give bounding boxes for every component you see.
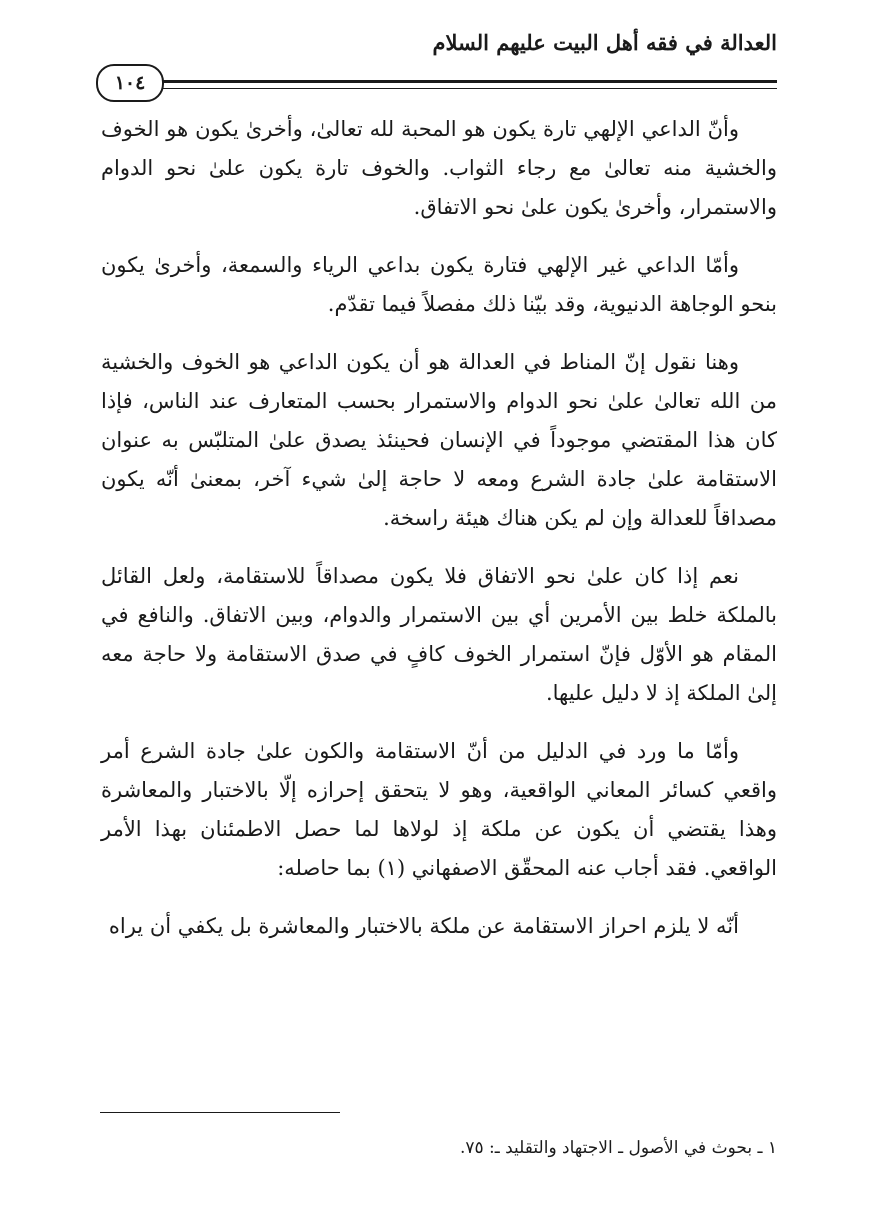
footnote: ١ ـ بحوث في الأصول ـ الاجتهاد والتقليد ـ: ٧٥. [459, 1138, 777, 1158]
main-text [101, 110, 777, 965]
page-number: ١٠٤ [96, 64, 164, 102]
header-rule-thick [100, 80, 777, 83]
paragraph: وهنا نقول إنّ المناط في العدالة هو أن يكون الداعي هو الخوف والخشية من الله تعالىٰ علىٰ نحو الدوام والاستمرار بحسب المتعارف عند الناس، فإذا كان هذا المقتضي موجوداً في الإنسان فحينئذ يصدق علىٰ المتلبّس به عنوان الاستقامة علىٰ جادة الشرع ومعه لا حاجة إلىٰ شيء آخر، بمعنىٰ أنّه يكون مصداقاً للعدالة وإن لم يكن هناك هيئة راسخة. [101, 350, 777, 530]
paragraph: نعم إذا كان علىٰ نحو الاتفاق فلا يكون مصداقاً للاستقامة، ولعل القائل بالملكة خلط بين الأمرين أي بين الاستمرار والدوام، وبين الاتفاق. والنافع في المقام هو الأوّل فإنّ استمرار الخوف كافٍ في صدق الاستقامة ولا حاجة معه إلىٰ الملكة إذ لا دليل عليها. [101, 564, 777, 705]
running-header-title: العدالة في فقه أهل البيت عليهم السلام [432, 30, 777, 55]
paragraph: وأمّا الداعي غير الإلهي فتارة يكون بداعي الرياء والسمعة، وأخرىٰ يكون بنحو الوجاهة الدنيوية، وقد بيّنا ذلك مفصلاً فيما تقدّم. [101, 253, 777, 316]
footnote-separator [100, 1112, 340, 1113]
paragraph: وأنّ الداعي الإلهي تارة يكون هو المحبة لله تعالىٰ، وأخرىٰ يكون هو الخوف والخشية منه تعالىٰ مع رجاء الثواب. والخوف تارة يكون علىٰ نحو الدوام والاستمرار، وأخرىٰ يكون علىٰ نحو الاتفاق. [101, 117, 777, 219]
paragraph: أنّه لا يلزم احراز الاستقامة عن ملكة بالاختبار والمعاشرة بل يكفي أن يراه [108, 914, 739, 938]
paragraph: وأمّا ما ورد في الدليل من أنّ الاستقامة والكون علىٰ جادة الشرع أمر واقعي كسائر المعاني الواقعية، وهو لا يتحقق إحرازه إلّا بالاختبار والمعاشرة وهذا يقتضي أن يكون عن ملكة إذ لولاها لما حصل الاطمئنان بهذا الأمر الواقعي. فقد أجاب عنه المحقّق الاصفهاني (١) بما حاصله: [101, 739, 777, 880]
header-rule-thin [100, 88, 777, 89]
